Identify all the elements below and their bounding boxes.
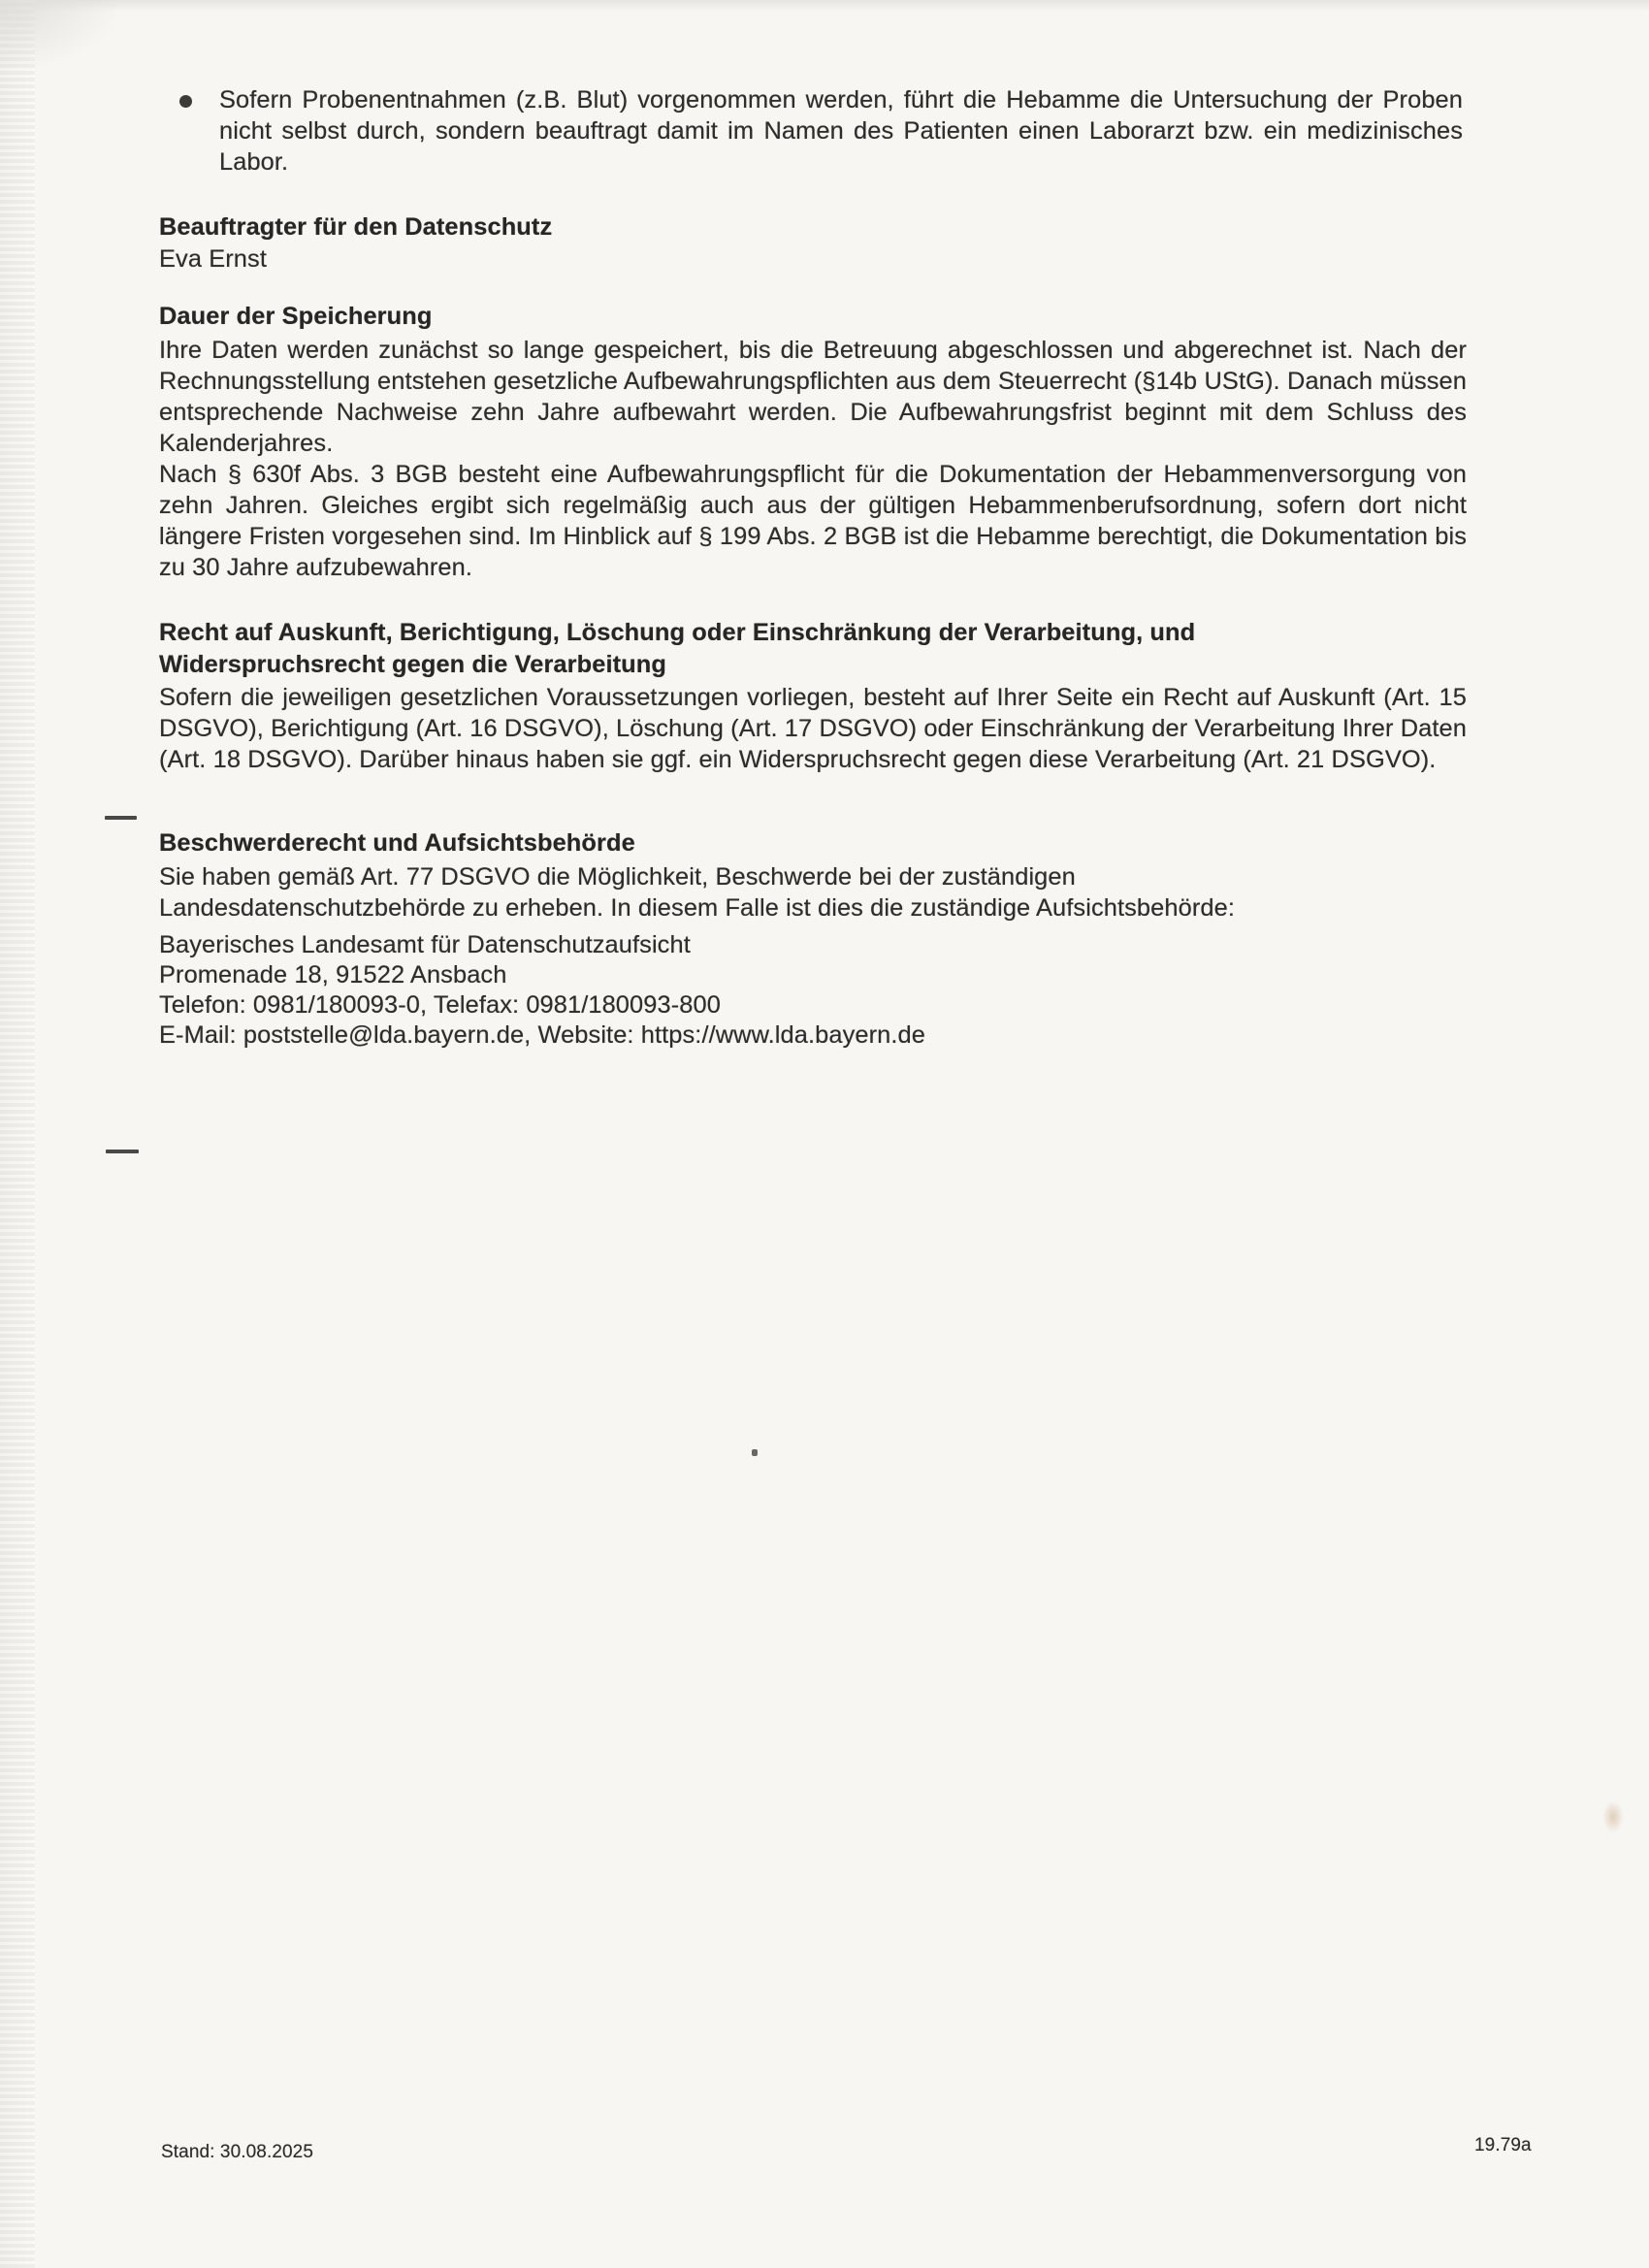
bullet-icon — [179, 95, 192, 108]
complaint-paragraph-line1: Sie haben gemäß Art. 77 DSGVO die Möglichkeit, Beschwerde bei der zuständigen — [159, 863, 1076, 891]
section-heading-complaint: Beschwerderecht und Aufsichtsbehörde — [159, 829, 635, 857]
fold-mark-2 — [106, 1150, 139, 1153]
scan-edge-top — [0, 0, 1649, 12]
authority-name: Bayerisches Landesamt für Datenschutzaufsicht — [159, 931, 691, 958]
fold-mark-1 — [105, 816, 137, 820]
footer-code: 19.79a — [1474, 2135, 1532, 2155]
rights-paragraph: Sofern die jeweiligen gesetzlichen Voraussetzungen vorliegen, besteht auf Ihrer Seite ein Recht auf Auskunft (Art. 15 DSGVO), Berichtigung (Art. 16 DSGVO), Löschung (Art. 17 DSGVO) oder Einschränkung der Verarbeitung Ihrer Daten (Art. 18 DSGVO). Darüber hinaus haben sie ggf. ein Widerspruchsrecht gegen diese Verarbeitung (Art. 21 DSGVO). — [159, 684, 1467, 773]
dpo-name: Eva Ernst — [159, 245, 267, 273]
authority-email-web: E-Mail: poststelle@lda.bayern.de, Website: https://www.lda.bayern.de — [159, 1021, 925, 1049]
section-heading-rights-line1: Recht auf Auskunft, Berichtigung, Löschung oder Einschränkung der Verarbeitung, und — [159, 619, 1196, 646]
scan-edge-corner — [0, 0, 116, 68]
section-heading-dpo: Beauftragter für den Datenschutz — [159, 213, 553, 241]
footer-date: Stand: 30.08.2025 — [161, 2142, 314, 2162]
storage-paragraph-1: Ihre Daten werden zunächst so lange gespeichert, bis die Betreuung abgeschlossen und abgerechnet ist. Nach der Rechnungsstellung entstehen gesetzliche Aufbewahrungspflichten aus dem Steuerrecht (§14b UStG). Danach müssen entsprechende Nachweise zehn Jahre aufbewahrt werden. Die Aufbewahrungsfrist beginnt mit dem Schluss des Kalenderjahres. — [159, 337, 1467, 457]
authority-address: Promenade 18, 91522 Ansbach — [159, 961, 507, 988]
bullet-item — [179, 85, 1463, 178]
storage-paragraph-2: Nach § 630f Abs. 3 BGB besteht eine Aufbewahrungspflicht für die Dokumentation der Hebammenversorgung von zehn Jahren. Gleiches ergibt sich regelmäßig auch aus der gültigen Hebammenberufsordnung, sofern dort nicht längere Fristen vorgesehen sind. Im Hinblick auf § 199 Abs. 2 BGB ist die Hebamme berechtigt, die Dokumentation bis zu 30 Jahre aufzubewahren. — [159, 461, 1467, 581]
scan-smudge — [1602, 1800, 1624, 1833]
complaint-paragraph-line2: Landesdatenschutzbehörde zu erheben. In diesem Falle ist dies die zuständige Aufsichtsbehörde: — [159, 894, 1235, 922]
section-heading-rights-line2: Widerspruchsrecht gegen die Verarbeitung — [159, 651, 666, 678]
bullet-item-text: Sofern Probenentnahmen (z.B. Blut) vorgenommen werden, führt die Hebamme die Untersuchung der Proben nicht selbst durch, sondern beauftragt damit im Namen des Patienten einen Laborarzt bzw. ein medizinisches Labor. — [219, 86, 1463, 176]
authority-block — [159, 930, 1517, 1051]
authority-phone: Telefon: 0981/180093-0, Telefax: 0981/180093-800 — [159, 991, 721, 1019]
scan-edge-left — [0, 0, 35, 2268]
section-heading-storage: Dauer der Speicherung — [159, 303, 433, 330]
scan-speck — [752, 1449, 758, 1456]
